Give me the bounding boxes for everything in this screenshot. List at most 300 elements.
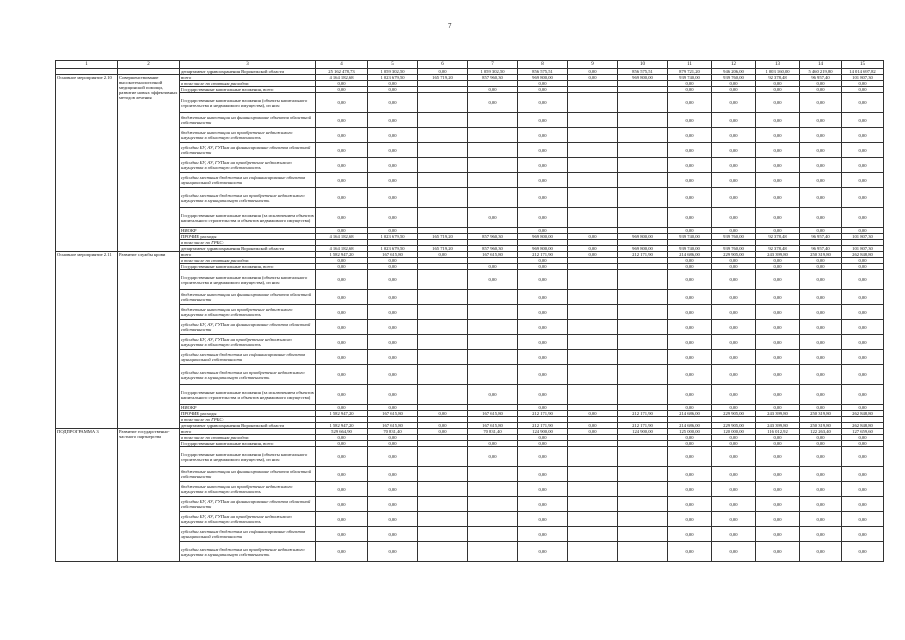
value-cell bbox=[568, 113, 618, 128]
value-cell: 0,00 bbox=[712, 365, 756, 385]
value-cell: 0,00 bbox=[712, 258, 756, 264]
value-cell: 0,00 bbox=[712, 208, 756, 228]
value-cell: 0,00 bbox=[468, 447, 518, 467]
value-cell: 0,00 bbox=[842, 143, 884, 158]
value-cell bbox=[468, 143, 518, 158]
value-cell bbox=[468, 173, 518, 188]
value-cell: 0,00 bbox=[518, 467, 568, 482]
value-cell: 0,00 bbox=[368, 188, 418, 208]
value-cell: 0,00 bbox=[316, 270, 368, 290]
value-cell: 0,00 bbox=[800, 467, 842, 482]
value-cell bbox=[418, 467, 468, 482]
value-cell: 116 012,92 bbox=[756, 429, 800, 435]
value-cell: 229 905,00 bbox=[712, 411, 756, 417]
value-cell: 0,00 bbox=[468, 208, 518, 228]
value-cell: 0,00 bbox=[368, 87, 418, 93]
row-label-cell: Государственные капитальные вложения (за исключением объектов капитального строительства и объектов недвижимого имущества) bbox=[180, 385, 316, 405]
table-row bbox=[56, 527, 884, 542]
value-cell: 0,00 bbox=[518, 320, 568, 335]
row-label-cell: Государственные капитальные вложения (объекты капитального строительства и недвижимого имущества), из них: bbox=[180, 93, 316, 113]
value-cell bbox=[568, 350, 618, 365]
row-label-cell: в том числе по статьям расходов: bbox=[180, 258, 316, 264]
value-cell: 0,00 bbox=[518, 290, 568, 305]
value-cell: 0,00 bbox=[842, 385, 884, 405]
value-cell bbox=[418, 93, 468, 113]
row-label-cell: субсидии местным бюджетам на приобретение недвижимого имущества в муниципальную собственность bbox=[180, 542, 316, 562]
row-label-cell: Государственные капитальные вложения, всего bbox=[180, 264, 316, 270]
value-cell: 0,00 bbox=[316, 335, 368, 350]
value-cell: 0,00 bbox=[368, 482, 418, 497]
value-cell: 0,00 bbox=[712, 467, 756, 482]
value-cell bbox=[418, 158, 468, 173]
value-cell bbox=[618, 143, 668, 158]
value-cell bbox=[468, 512, 518, 527]
row-label-cell: бюджетные инвестиции на приобретение недвижимого имущества в областную собственность bbox=[180, 305, 316, 320]
value-cell: 0,00 bbox=[756, 228, 800, 234]
value-cell: 0,00 bbox=[518, 270, 568, 290]
value-cell: 0,00 bbox=[756, 87, 800, 93]
value-cell bbox=[568, 290, 618, 305]
value-cell bbox=[418, 527, 468, 542]
value-cell: 0,00 bbox=[368, 270, 418, 290]
value-cell: 0,00 bbox=[800, 350, 842, 365]
value-cell: 0,00 bbox=[518, 365, 568, 385]
value-cell: 0,00 bbox=[668, 93, 712, 113]
value-cell: 0,00 bbox=[518, 208, 568, 228]
value-cell: 214 686,00 bbox=[668, 252, 712, 258]
value-cell: 0,00 bbox=[800, 188, 842, 208]
value-cell: 0,00 bbox=[712, 270, 756, 290]
value-cell: 0,00 bbox=[518, 264, 568, 270]
value-cell: 0,00 bbox=[712, 350, 756, 365]
table-row bbox=[56, 482, 884, 497]
section-name-cell: Развитие государственно-частного партнерства bbox=[118, 429, 180, 562]
value-cell: 0,00 bbox=[518, 93, 568, 113]
value-cell bbox=[568, 173, 618, 188]
value-cell bbox=[568, 158, 618, 173]
value-cell: 0,00 bbox=[368, 93, 418, 113]
value-cell: 167 615,80 bbox=[368, 411, 418, 417]
table-row bbox=[56, 113, 884, 128]
value-cell: 857 960,30 bbox=[468, 75, 518, 81]
value-cell: 0,00 bbox=[316, 497, 368, 512]
value-cell: 0,00 bbox=[712, 158, 756, 173]
section-code-cell: Основное мероприятие 2.10 bbox=[56, 75, 118, 252]
value-cell: 0,00 bbox=[368, 335, 418, 350]
value-cell bbox=[618, 188, 668, 208]
value-cell: 0,00 bbox=[842, 113, 884, 128]
value-cell: 0,00 bbox=[800, 87, 842, 93]
section-code-cell: ПОДПРОГРАММА 3 bbox=[56, 429, 118, 562]
value-cell: 0,00 bbox=[518, 87, 568, 93]
value-cell: 0,00 bbox=[368, 128, 418, 143]
row-label-cell: субсидии БУ, АУ, ГУПам на финансирование объектов областной собственности bbox=[180, 497, 316, 512]
value-cell: 0,00 bbox=[756, 405, 800, 411]
value-cell: 0,00 bbox=[568, 423, 618, 429]
value-cell: 0,00 bbox=[756, 467, 800, 482]
value-cell: 0,00 bbox=[756, 264, 800, 270]
value-cell: 167 615,80 bbox=[468, 411, 518, 417]
value-cell: 0,00 bbox=[668, 350, 712, 365]
row-label-cell: субсидии местным бюджетам на приобретение недвижимого имущества в муниципальную собственность bbox=[180, 188, 316, 208]
value-cell: 0,00 bbox=[712, 497, 756, 512]
value-cell bbox=[618, 270, 668, 290]
value-cell: 0,00 bbox=[668, 365, 712, 385]
value-cell: 0,00 bbox=[712, 128, 756, 143]
value-cell: 0,00 bbox=[518, 441, 568, 447]
column-number-cell: 13 bbox=[756, 61, 800, 69]
value-cell: 0,00 bbox=[368, 435, 418, 441]
value-cell bbox=[418, 208, 468, 228]
value-cell: 0,00 bbox=[712, 290, 756, 305]
value-cell: 0,00 bbox=[800, 365, 842, 385]
value-cell: 0,00 bbox=[518, 305, 568, 320]
value-cell: 0,00 bbox=[800, 128, 842, 143]
table-row bbox=[56, 143, 884, 158]
value-cell: 0,00 bbox=[712, 512, 756, 527]
value-cell: 0,00 bbox=[518, 385, 568, 405]
value-cell: 0,00 bbox=[842, 81, 884, 87]
value-cell bbox=[568, 365, 618, 385]
value-cell: 167 615,80 bbox=[368, 423, 418, 429]
value-cell: 0,00 bbox=[842, 482, 884, 497]
value-cell: 0,00 bbox=[468, 441, 518, 447]
value-cell: 0,00 bbox=[800, 113, 842, 128]
value-cell: 1 582 947,20 bbox=[316, 252, 368, 258]
value-cell: 0,00 bbox=[842, 228, 884, 234]
value-cell: 0,00 bbox=[756, 482, 800, 497]
table-row bbox=[56, 208, 884, 228]
value-cell: 243 399,80 bbox=[756, 252, 800, 258]
value-cell: 0,00 bbox=[568, 69, 618, 75]
row-label-cell: Государственные капитальные вложения, всего bbox=[180, 87, 316, 93]
row-label-cell: департамент здравоохранения Воронежской области bbox=[180, 69, 316, 75]
value-cell bbox=[568, 128, 618, 143]
value-cell: 0,00 bbox=[842, 208, 884, 228]
value-cell: 0,00 bbox=[842, 467, 884, 482]
value-cell: 0,00 bbox=[316, 512, 368, 527]
value-cell: 0,00 bbox=[800, 512, 842, 527]
column-number-cell: 7 bbox=[468, 61, 518, 69]
value-cell: 0,00 bbox=[800, 441, 842, 447]
row-label-cell: субсидии местным бюджетам на приобретение недвижимого имущества в муниципальную собственность bbox=[180, 365, 316, 385]
value-cell: 0,00 bbox=[368, 158, 418, 173]
value-cell: 969 800,00 bbox=[618, 246, 668, 252]
value-cell bbox=[418, 270, 468, 290]
value-cell bbox=[418, 542, 468, 562]
value-cell bbox=[468, 335, 518, 350]
value-cell: 0,00 bbox=[800, 208, 842, 228]
row-label-cell: департамент здравоохранения Воронежской области bbox=[180, 423, 316, 429]
value-cell: 0,00 bbox=[468, 264, 518, 270]
row-label-cell: субсидии БУ, АУ, ГУПам на приобретение недвижимого имущества в областную собственность bbox=[180, 335, 316, 350]
value-cell: 0,00 bbox=[756, 527, 800, 542]
value-cell: 5 460 219,80 bbox=[800, 69, 842, 75]
value-cell bbox=[568, 208, 618, 228]
value-cell: 0,00 bbox=[842, 350, 884, 365]
value-cell: 0,00 bbox=[316, 365, 368, 385]
value-cell: 0,00 bbox=[842, 320, 884, 335]
value-cell: 0,00 bbox=[518, 542, 568, 562]
value-cell: 250 319,80 bbox=[800, 252, 842, 258]
value-cell: 1 003 160,00 bbox=[756, 69, 800, 75]
value-cell: 4 164 182,68 bbox=[316, 234, 368, 240]
value-cell: 0,00 bbox=[368, 81, 418, 87]
row-label-cell: Государственные капитальные вложения, всего bbox=[180, 441, 316, 447]
value-cell: 0,00 bbox=[518, 81, 568, 87]
value-cell: 939 760,00 bbox=[712, 234, 756, 240]
value-cell: 939 760,00 bbox=[712, 246, 756, 252]
value-cell: 0,00 bbox=[668, 512, 712, 527]
value-cell: 0,00 bbox=[368, 173, 418, 188]
value-cell: 229 905,00 bbox=[712, 423, 756, 429]
column-number-cell: 4 bbox=[316, 61, 368, 69]
value-cell: 0,00 bbox=[316, 527, 368, 542]
value-cell: 0,00 bbox=[668, 113, 712, 128]
value-cell: 0,00 bbox=[316, 290, 368, 305]
value-cell: 0,00 bbox=[518, 228, 568, 234]
row-label-cell: бюджетные инвестиции на финансирование объектов областной собственности bbox=[180, 290, 316, 305]
value-cell: 969 800,00 bbox=[518, 246, 568, 252]
value-cell bbox=[468, 542, 518, 562]
value-cell: 0,00 bbox=[316, 158, 368, 173]
value-cell: 167 615,80 bbox=[468, 423, 518, 429]
value-cell: 946 206,00 bbox=[712, 69, 756, 75]
page-number: 7 bbox=[448, 22, 452, 30]
row-label-cell: в том числе по ГРБС: bbox=[180, 240, 316, 246]
value-cell bbox=[618, 482, 668, 497]
value-cell: 0,00 bbox=[712, 143, 756, 158]
table-row bbox=[56, 385, 884, 405]
value-cell: 0,00 bbox=[368, 542, 418, 562]
value-cell bbox=[568, 93, 618, 113]
value-cell: 0,00 bbox=[316, 441, 368, 447]
value-cell: 0,00 bbox=[518, 447, 568, 467]
value-cell: 0,00 bbox=[668, 441, 712, 447]
row-label-cell: всего bbox=[180, 429, 316, 435]
value-cell bbox=[468, 158, 518, 173]
value-cell: 0,00 bbox=[756, 188, 800, 208]
value-cell: 0,00 bbox=[668, 228, 712, 234]
value-cell: 0,00 bbox=[756, 143, 800, 158]
column-number-header-row bbox=[56, 61, 884, 69]
value-cell bbox=[618, 158, 668, 173]
value-cell: 262 848,80 bbox=[842, 252, 884, 258]
value-cell: 939 740,00 bbox=[668, 234, 712, 240]
value-cell: 0,00 bbox=[418, 411, 468, 417]
value-cell: 101 807,30 bbox=[842, 75, 884, 81]
value-cell: 0,00 bbox=[842, 542, 884, 562]
value-cell: 0,00 bbox=[518, 113, 568, 128]
value-cell: 0,00 bbox=[800, 405, 842, 411]
value-cell: 92 378,48 bbox=[756, 246, 800, 252]
value-cell: 0,00 bbox=[842, 290, 884, 305]
value-cell: 0,00 bbox=[518, 258, 568, 264]
value-cell bbox=[568, 188, 618, 208]
value-cell: 0,00 bbox=[842, 188, 884, 208]
value-cell: 0,00 bbox=[668, 385, 712, 405]
value-cell: 0,00 bbox=[368, 512, 418, 527]
value-cell: 0,00 bbox=[668, 497, 712, 512]
row-label-cell: субсидии БУ, АУ, ГУПам на финансирование объектов областной собственности bbox=[180, 320, 316, 335]
row-label-cell: бюджетные инвестиции на приобретение недвижимого имущества в областную собственность bbox=[180, 482, 316, 497]
value-cell: 0,00 bbox=[368, 447, 418, 467]
row-label-cell: субсидии БУ, АУ, ГУПам на финансирование объектов областной собственности bbox=[180, 143, 316, 158]
value-cell: 0,00 bbox=[756, 113, 800, 128]
value-cell: 969 800,00 bbox=[618, 75, 668, 81]
value-cell bbox=[568, 542, 618, 562]
value-cell: 0,00 bbox=[316, 467, 368, 482]
column-number-cell: 1 bbox=[56, 61, 118, 69]
value-cell bbox=[468, 482, 518, 497]
value-cell: 0,00 bbox=[756, 208, 800, 228]
value-cell bbox=[568, 305, 618, 320]
value-cell: 0,00 bbox=[668, 467, 712, 482]
value-cell: 0,00 bbox=[756, 173, 800, 188]
value-cell bbox=[568, 447, 618, 467]
value-cell: 14 014 697,82 bbox=[842, 69, 884, 75]
value-cell: 0,00 bbox=[756, 81, 800, 87]
value-cell: 0,00 bbox=[800, 143, 842, 158]
value-cell: 0,00 bbox=[800, 497, 842, 512]
value-cell: 0,00 bbox=[800, 158, 842, 173]
value-cell: 212 171,90 bbox=[618, 423, 668, 429]
row-label-cell: в том числе по статьям расходов: bbox=[180, 435, 316, 441]
value-cell bbox=[568, 335, 618, 350]
value-cell: 0,00 bbox=[568, 411, 618, 417]
value-cell: 0,00 bbox=[842, 447, 884, 467]
value-cell: 0,00 bbox=[800, 258, 842, 264]
value-cell: 0,00 bbox=[756, 290, 800, 305]
value-cell: 0,00 bbox=[756, 93, 800, 113]
value-cell: 0,00 bbox=[712, 305, 756, 320]
value-cell: 0,00 bbox=[316, 385, 368, 405]
value-cell: 0,00 bbox=[668, 305, 712, 320]
value-cell bbox=[618, 467, 668, 482]
value-cell: 0,00 bbox=[368, 258, 418, 264]
value-cell: 0,00 bbox=[842, 93, 884, 113]
value-cell: 0,00 bbox=[518, 527, 568, 542]
value-cell bbox=[468, 467, 518, 482]
value-cell: 167 615,80 bbox=[368, 252, 418, 258]
value-cell: 0,00 bbox=[800, 482, 842, 497]
value-cell: 0,00 bbox=[756, 335, 800, 350]
value-cell: 0,00 bbox=[368, 467, 418, 482]
column-number-cell: 15 bbox=[842, 61, 884, 69]
value-cell: 0,00 bbox=[800, 264, 842, 270]
value-cell: 0,00 bbox=[418, 69, 468, 75]
table-row bbox=[56, 93, 884, 113]
value-cell: 0,00 bbox=[712, 385, 756, 405]
value-cell: 0,00 bbox=[316, 447, 368, 467]
value-cell: 212 171,90 bbox=[518, 252, 568, 258]
section-name-cell: Совершенствование высокотехнологичной медицинской помощи, развитие новых эффективных методов лечения bbox=[118, 75, 180, 252]
row-label-cell: субсидии БУ, АУ, ГУПам на приобретение недвижимого имущества в областную собственность bbox=[180, 512, 316, 527]
value-cell: 0,00 bbox=[756, 441, 800, 447]
value-cell: 0,00 bbox=[712, 87, 756, 93]
value-cell: 939 760,00 bbox=[712, 75, 756, 81]
value-cell: 0,00 bbox=[518, 143, 568, 158]
value-cell: 212 171,90 bbox=[518, 411, 568, 417]
row-label-cell: субсидии БУ, АУ, ГУПам на приобретение недвижимого имущества в областную собственность bbox=[180, 158, 316, 173]
value-cell: 0,00 bbox=[518, 405, 568, 411]
value-cell bbox=[418, 305, 468, 320]
value-cell bbox=[418, 335, 468, 350]
value-cell: 529 664,90 bbox=[316, 429, 368, 435]
value-cell bbox=[618, 290, 668, 305]
value-cell: 0,00 bbox=[800, 447, 842, 467]
value-cell: 0,00 bbox=[712, 264, 756, 270]
table-row bbox=[56, 447, 884, 467]
row-label-cell: ПРОЧИЕ расходы bbox=[180, 411, 316, 417]
value-cell bbox=[418, 188, 468, 208]
value-cell bbox=[568, 385, 618, 405]
row-label-cell: бюджетные инвестиции на финансирование объектов областной собственности bbox=[180, 113, 316, 128]
value-cell: 0,00 bbox=[712, 93, 756, 113]
value-cell: 122 263,40 bbox=[800, 429, 842, 435]
value-cell: 0,00 bbox=[668, 405, 712, 411]
value-cell: 0,00 bbox=[842, 497, 884, 512]
value-cell: 0,00 bbox=[316, 264, 368, 270]
value-cell bbox=[418, 290, 468, 305]
column-number-cell: 11 bbox=[668, 61, 712, 69]
value-cell: 1 023 679,50 bbox=[368, 246, 418, 252]
value-cell: 0,00 bbox=[568, 252, 618, 258]
value-cell: 212 171,90 bbox=[518, 423, 568, 429]
value-cell: 0,00 bbox=[368, 113, 418, 128]
value-cell: 0,00 bbox=[518, 350, 568, 365]
value-cell: 165 719,20 bbox=[418, 75, 468, 81]
value-cell bbox=[568, 270, 618, 290]
value-cell bbox=[468, 527, 518, 542]
value-cell: 0,00 bbox=[368, 143, 418, 158]
value-cell: 0,00 bbox=[668, 335, 712, 350]
value-cell: 0,00 bbox=[316, 87, 368, 93]
value-cell bbox=[618, 305, 668, 320]
section-code-cell: Основное мероприятие 2.11 bbox=[56, 252, 118, 429]
value-cell bbox=[418, 173, 468, 188]
value-cell bbox=[418, 365, 468, 385]
value-cell bbox=[618, 542, 668, 562]
value-cell: 0,00 bbox=[468, 385, 518, 405]
value-cell: 101 807,30 bbox=[842, 234, 884, 240]
value-cell: 0,00 bbox=[316, 173, 368, 188]
value-cell: 0,00 bbox=[418, 423, 468, 429]
value-cell: 0,00 bbox=[518, 188, 568, 208]
table-row bbox=[56, 497, 884, 512]
value-cell: 0,00 bbox=[756, 128, 800, 143]
value-cell: 124 900,00 bbox=[518, 429, 568, 435]
table-row bbox=[56, 467, 884, 482]
column-number-cell: 9 bbox=[568, 61, 618, 69]
value-cell: 0,00 bbox=[712, 320, 756, 335]
value-cell: 0,00 bbox=[368, 497, 418, 512]
value-cell bbox=[468, 290, 518, 305]
value-cell: 0,00 bbox=[712, 441, 756, 447]
row-label-cell: ПРОЧИЕ расходы bbox=[180, 234, 316, 240]
value-cell bbox=[568, 320, 618, 335]
value-cell: 165 719,20 bbox=[418, 246, 468, 252]
value-cell bbox=[618, 527, 668, 542]
table-row bbox=[56, 335, 884, 350]
value-cell: 0,00 bbox=[712, 405, 756, 411]
value-cell: 0,00 bbox=[800, 527, 842, 542]
value-cell bbox=[618, 447, 668, 467]
value-cell: 0,00 bbox=[712, 435, 756, 441]
value-cell: 0,00 bbox=[468, 270, 518, 290]
value-cell: 125 000,00 bbox=[668, 429, 712, 435]
table-row bbox=[56, 270, 884, 290]
